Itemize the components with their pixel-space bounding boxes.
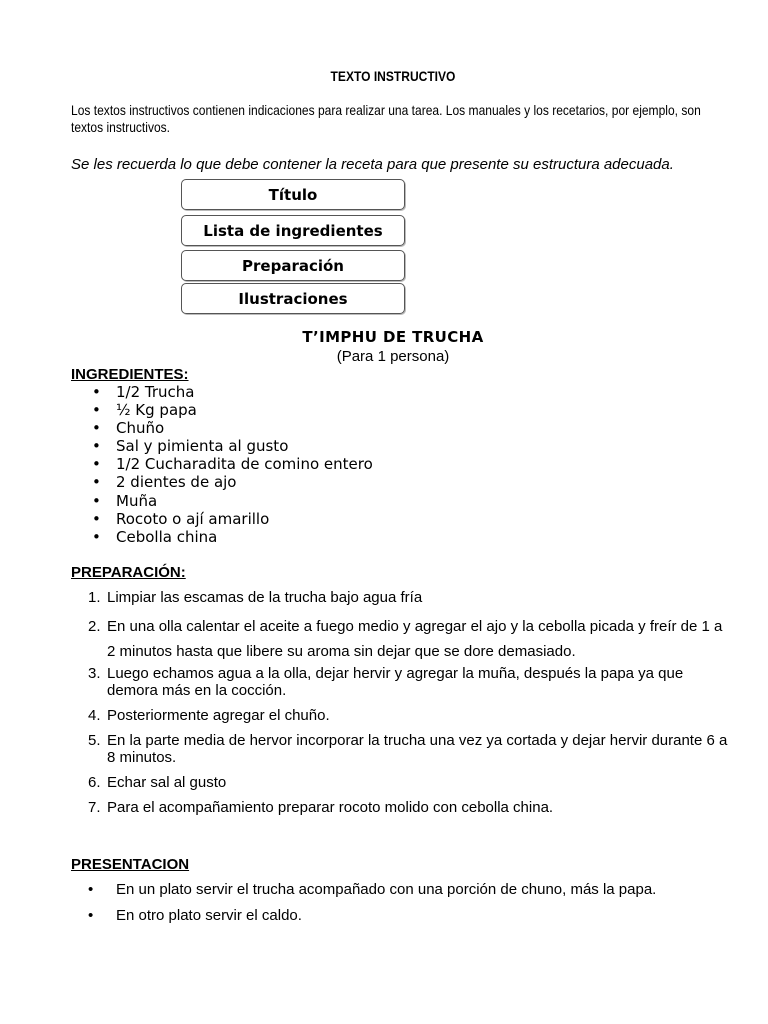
- structure-box-preparation: Preparación: [181, 250, 405, 281]
- ingredients-heading: INGREDIENTES:: [71, 366, 189, 383]
- step-item: [71, 665, 731, 699]
- step-item: [71, 774, 731, 791]
- ingredient-item: • 1/2 Cucharadita de comino entero: [92, 455, 373, 473]
- recipe-title: T’IMPHU DE TRUCHA: [302, 328, 484, 346]
- recipe-servings: (Para 1 persona): [336, 348, 450, 365]
- ingredients-list: [92, 383, 373, 546]
- step-number: 6.: [88, 774, 101, 791]
- presentation-item: • En un plato servir el trucha acompañado con una porción de chuno, más la papa.: [71, 881, 656, 907]
- step-number: 2.: [88, 618, 101, 635]
- step-item: [71, 799, 731, 816]
- step-item: [71, 614, 731, 664]
- preparation-heading: PREPARACIÓN:: [71, 564, 186, 581]
- step-item: [71, 707, 731, 724]
- step-text: En la parte media de hervor incorporar la trucha una vez ya cortada y dejar hervir durante 6 a 8 minutos.: [107, 732, 728, 766]
- step-number: 4.: [88, 707, 101, 724]
- ingredient-item: • Muña: [92, 492, 373, 510]
- reminder-text: Se les recuerda lo que debe contener la receta para que presente su estructura adecuada.: [71, 156, 674, 173]
- intro-paragraph: Los textos instructivos contienen indicaciones para realizar una tarea. Los manuales y los recetarios, por ejemplo, son textos instructivos.: [71, 102, 701, 135]
- ingredient-item: • Cebolla china: [92, 528, 373, 546]
- preparation-steps: [71, 589, 731, 824]
- document-title: TEXTO INSTRUCTIVO: [330, 68, 456, 84]
- step-number: 1.: [88, 589, 101, 606]
- step-item: [71, 589, 731, 606]
- structure-box-title: Título: [181, 179, 405, 210]
- step-text: Echar sal al gusto: [107, 774, 227, 791]
- ingredient-item: • Sal y pimienta al gusto: [92, 437, 373, 455]
- ingredient-item: • 2 dientes de ajo: [92, 473, 373, 491]
- ingredient-item: • Rocoto o ají amarillo: [92, 510, 373, 528]
- step-number: 5.: [88, 732, 101, 749]
- presentation-heading: PRESENTACION: [71, 856, 190, 873]
- step-text: Para el acompañamiento preparar rocoto molido con cebolla china.: [107, 799, 554, 816]
- step-text: Luego echamos agua a la olla, dejar hervir y agregar la muña, después la papa ya que demora más en la cocción.: [107, 665, 684, 699]
- ingredient-item: • ½ Kg papa: [92, 401, 373, 419]
- step-number: 3.: [88, 665, 101, 682]
- step-text: Limpiar las escamas de la trucha bajo agua fría: [107, 589, 423, 606]
- step-item: [71, 732, 731, 766]
- step-text: Posteriormente agregar el chuño.: [107, 707, 330, 724]
- step-number: 7.: [88, 799, 101, 816]
- presentation-list: [71, 881, 656, 933]
- presentation-item: • En otro plato servir el caldo.: [71, 907, 656, 933]
- step-text: En una olla calentar el aceite a fuego medio y agregar el ajo y la cebolla picada y freír de 1 a 2 minutos hasta que libere su aroma sin dejar que se dore demasiado.: [107, 618, 723, 660]
- ingredient-item: • 1/2 Trucha: [92, 383, 373, 401]
- ingredient-item: • Chuño: [92, 419, 373, 437]
- structure-box-ingredients: Lista de ingredientes: [181, 215, 405, 246]
- structure-box-illustrations: Ilustraciones: [181, 283, 405, 314]
